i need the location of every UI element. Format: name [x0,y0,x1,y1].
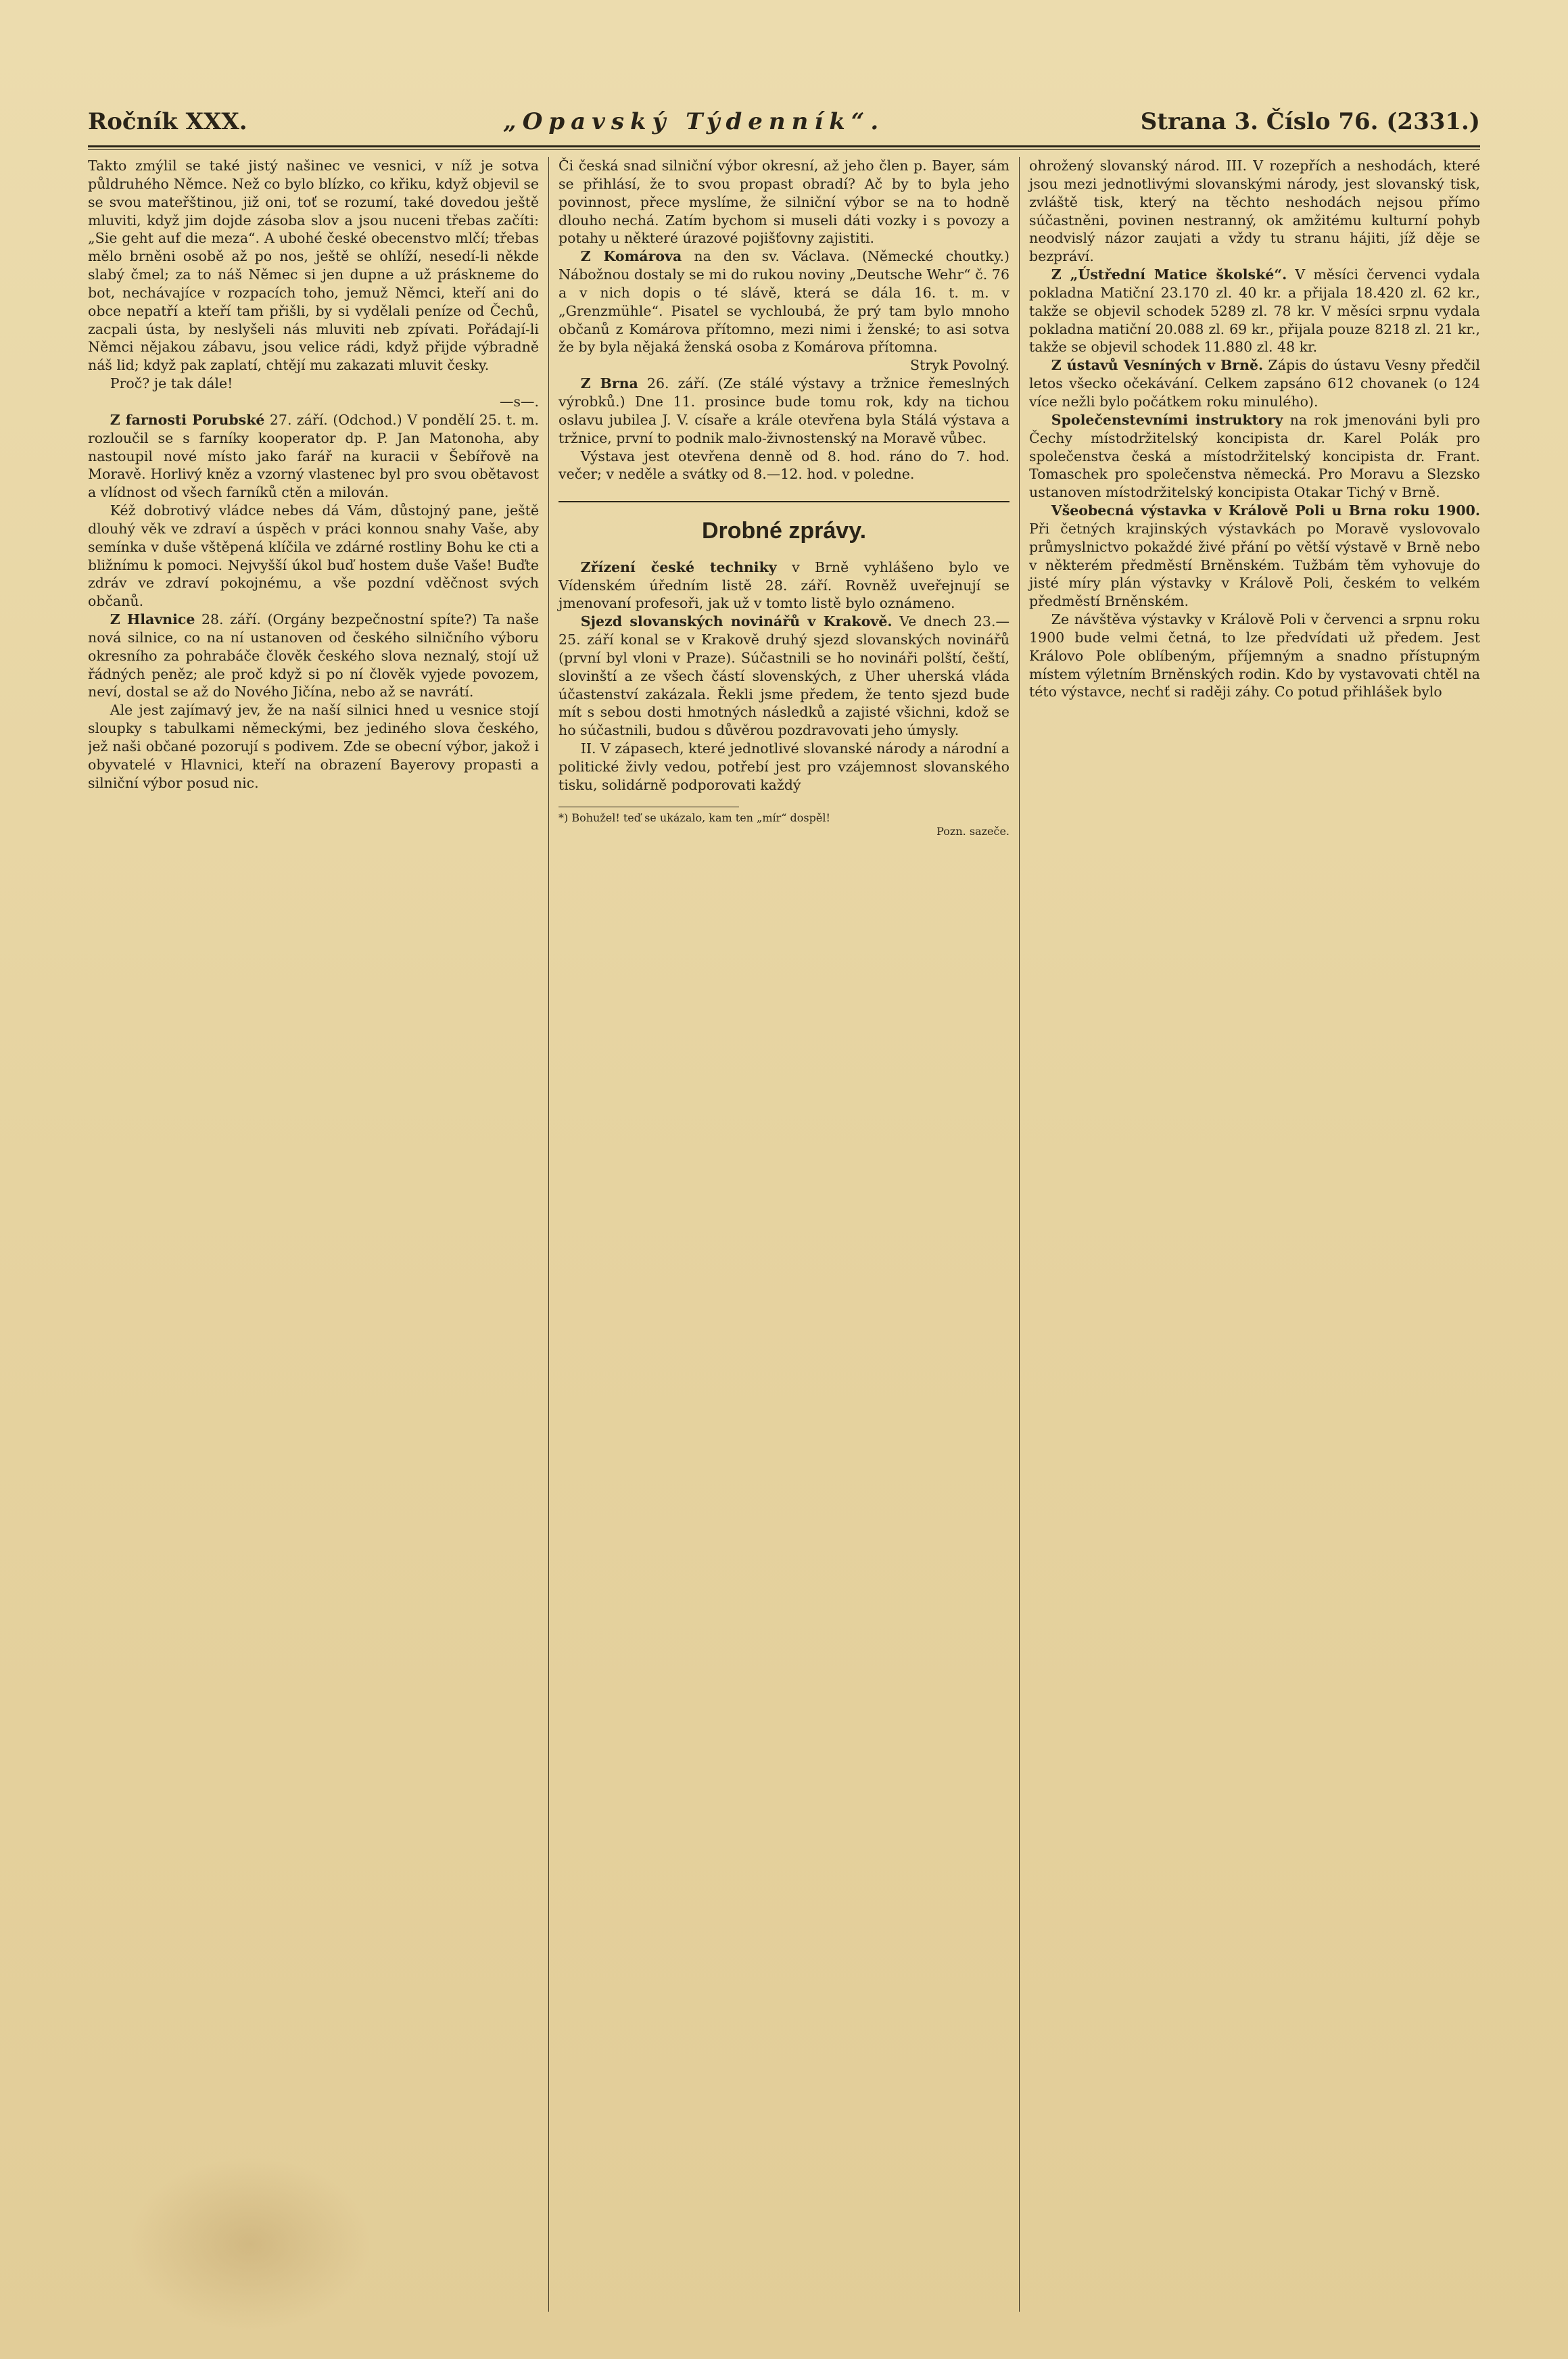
article-text: Zápis do ústavu Vesny předčil letos všecko očekávání. Celkem zapsáno 612 chovanek (o 124 více nežli bylo počátkem roku minulého). [1029,357,1480,410]
footnote-signature: Pozn. sazeče. [936,825,1009,838]
paragraph [559,613,1009,740]
section-heading: Drobné zprávy. [559,501,1009,546]
article-text: 26. září. (Ze stálé výstavy a tržnice řemeslných výrobků.) Dne 11. prosince bude tomu rok, kdy na tichou oslavu jubilea J. V. císaře a krále otevřena byla Stálá výstava a tržnice, první to podnik malo-živnostenský na Moravě vůbec. [559,375,1009,446]
paragraph [88,411,539,502]
paragraph: Takto zmýlil se také jistý našinec ve vesnici, v níž je sotva půldruhého Němce. Než co bylo blízko, co křiku, když objevil se se svou mateřštinou, již oni, toť se rozumí, také dovedou ještě mluviti, když jim dojde zásoba slov a jsou nuceni třebas začíti: „Sie geht auf die meza“. A ubohé české obecenstvo mlčí; třebas mělo brněni osobě až po nos, ještě se ohlíží, nesedí-li někde slabý čmel; za to náš Němec si jen dupne a už práskneme do bot, nechávajíce v rozpacích toho, jemuž Němci, kteří ani do obce nepatří a kteří tam přišli, by si vydělali peníze od Čechů, zacpali ústa, by neslyšeli nás mluviti neb zpívati. Pořádají-li Němci nějakou zábavu, jsou velice rádi, když přijde výbradně náš lid; když pak zaplatí, chtějí mu zakazati mluvit česky. [88,158,539,374]
paragraph [559,247,1009,356]
article-text: Ve dnech 23.—25. září konal se v Krakově druhý sjezd slovanských novinářů (první byl vloni v Praze). Súčastnili se ho novináři polští, čeští, slovinští a ze všech částí slovenských, z Uher uherská vláda účastenství zakázala. Řekli jsme předem, že tento sjezd bude mít s sebou dosti hmotných následků a zajisté všichni, kdož se ho súčastnili, budou s důvěrou pozdravovati jeho úmysly. [559,613,1009,739]
article-text: na rok jmenováni byli pro Čechy místodržitelský koncipista dr. Karel Polák pro společenstva česká a místodržitelský koncipista dr. Frant. Tomaschek pro společenstva německá. Pro Moravu a Slezsko ustanoven místodržitelský koncipista Otakar Tichý v Brně. [1029,411,1480,501]
article-text: 27. září. (Odchod.) V pondělí 25. t. m. rozloučil se s farníky kooperator dp. P. Jan Matonoha, aby nastoupil nové místo jako farář na kuracii v Šebířově na Moravě. Horlivý kněz a vzorný vlastenec byl pro svou obětavost a vlídnost od všech farníků ctěn a milován. [88,411,539,501]
column-3 [1020,157,1480,2312]
paragraph: Či česká snad silniční výbor okresní, až jeho člen p. Bayer, sám se přihlásí, že to svou propast obradí? Ač by to byla jeho povinnost, přece myslíme, že silniční výbor se na to hodně dlouho nechá. Zatím bychom si museli dáti vozky i s povozy a potahy u některé úrazové pojišťovny zajistiti. [559,158,1009,247]
column-1 [88,157,548,2312]
footnote: *) Bohužel! teď se ukázalo, kam ten „mír“ dospěl! [559,811,830,824]
signature: Stryk Povolný. [910,357,1009,374]
paragraph [1029,266,1480,356]
article-lead: Z ústavů Vesníných v Brně. [1051,357,1264,374]
article-text: na den sv. Václava. (Německé choutky.) Nábožnou dostaly se mi do rukou noviny „Deutsche Wehr“ č. 76 a v nich dopis o té slávě, která se dála 16. t. m. v „Grenzmühle“. Pisatel se vychloubá, že prý tam bylo mnoho občanů z Komárova přítomno, mezi nimi i ženské; to asi sotva že by byla nějaká ženská osoba z Komárova přítomna. [559,248,1009,356]
paragraph: Výstava jest otevřena denně od 8. hod. ráno do 7. hod. večer; v neděle a svátky od 8.—12. hod. v poledne. [559,448,1009,483]
newspaper-title: „Opavský Týdenník“. [503,108,885,135]
signature: —s—. [499,393,539,410]
paragraph: Ze návštěva výstavky v Králově Poli v červenci a srpnu roku 1900 bude velmi četná, to lze předvídati už předem. Jest Královo Pole oblíbeným, příjemným a snadno přístupným místem výletním Brněnských rodin. Kdo by vystavovati chtěl na této výstavce, nechť si raději záhy. Co potud přihlášek bylo [1029,611,1480,700]
volume-label: Ročník XXX. [88,108,247,135]
article-lead: Všeobecná výstavka v Králově Poli u Brna roku 1900. [1051,502,1480,519]
masthead-rule-thin [88,149,1480,150]
article-lead: Zřízení české techniky [580,558,777,575]
paragraph: ohrožený slovanský národ. III. V rozepřích a neshodách, které jsou mezi jednotlivými slovanskými národy, jest slovanský tisk, zvláště tisk, který na těchto neshodách nejsou přímo súčastněni, povinen nestranný, ok amžitému kulturní pohyb neodvislý názor zaujati a vždy tu stranu hájiti, jíž děje se bezpráví. [1029,158,1480,265]
article-text: Při četných krajinských výstavkách po Moravě vyslovovalo průmyslnictvo pokaždé živé přání po větší výstavě v Brně nebo v některém předměstí Brněnském. Tužbám těm vyhovuje do jisté míry plán výstavky v Králově Poli, českém to velkém předměstí Brněnském. [1029,520,1480,610]
masthead-rule [88,145,1480,147]
paragraph [1029,502,1480,611]
paragraph: Ale jest zajímavý jev, že na naší silnici hned u vesnice stojí sloupky s tabulkami německými, bez jediného slova českého, jež naši občané pozorují s podivem. Zde se obecní výbor, jakož i obyvatelé v Hlavnici, kteří na obrazení Bayerovy propasti a silniční výbor posud nic. [88,702,539,791]
paragraph [88,611,539,701]
article-lead: Z Brna [580,375,638,392]
paragraph: II. V zápasech, které jednotlivé slovanské národy a národní a politické živly vedou, potřebí jest pro vzájemnost slovanského tisku, solidárně podporovati každý [559,740,1009,793]
article-text: 28. září. (Orgány bezpečnostní spíte?) Ta naše nová silnice, co na ní ustanoven od českého silničního výboru okresního za pohrabáče člověk českého slova neznalý, stojí už řádných peněz; ale proč když si po ní člověk vyjede povozem, neví, dostal se až do Nového Jičína, nebo až se navrátí. [88,611,539,700]
paragraph [1029,356,1480,411]
article-text: V měsíci červenci vydala pokladna Matiční 23.170 zl. 40 kr. a přijala 18.420 zl. 62 kr., takže se objevil schodek 5289 zl. 78 kr. V měsíci srpnu vydala pokladna matiční 20.088 zl. 69 kr., přijala pouze 8218 zl. 21 kr., takže se objevil schodek 11.880 zl. 48 kr. [1029,266,1480,356]
paragraph [559,375,1009,447]
article-lead: Společenstevními instruktory [1051,411,1283,428]
columns [88,157,1480,2312]
page-number: Strana 3. Číslo 76. (2331.) [1140,108,1480,135]
article-text: v Brně vyhlášeno bylo ve Vídenském úředním listě 28. září. Rovněž uveřejnují se jmenovaní profesoři, jak už v tomto listě bylo oznámeno. [559,558,1009,612]
column-2 [549,157,1019,2312]
article-lead: Z „Ústřední Matice školské“. [1051,266,1287,283]
paragraph [559,558,1009,613]
article-lead: Z Hlavnice [110,611,195,628]
masthead [88,101,1480,142]
article-lead: Z Komárova [580,248,682,265]
paragraph [1029,411,1480,502]
article-lead: Sjezd slovanských novinářů v Krakově. [580,613,893,630]
article-lead: Z farnosti Porubské [110,411,265,428]
paragraph: Proč? je tak dále! [110,375,233,392]
paragraph: Kéž dobrotivý vládce nebes dá Vám, důstojný pane, ještě dlouhý věk ve zdraví a úspěch v práci konnou snahy Vaše, aby semínka v duše vštěpená klíčila ve zdárné rostliny Bohu ke cti a bližnímu k pomoci. Nejvyšší úkol buď hostem duše Vaše! Buďte zdráv ve zdraví pokojnému, a vše pozdní vděčnost svých občanů. [88,502,539,610]
